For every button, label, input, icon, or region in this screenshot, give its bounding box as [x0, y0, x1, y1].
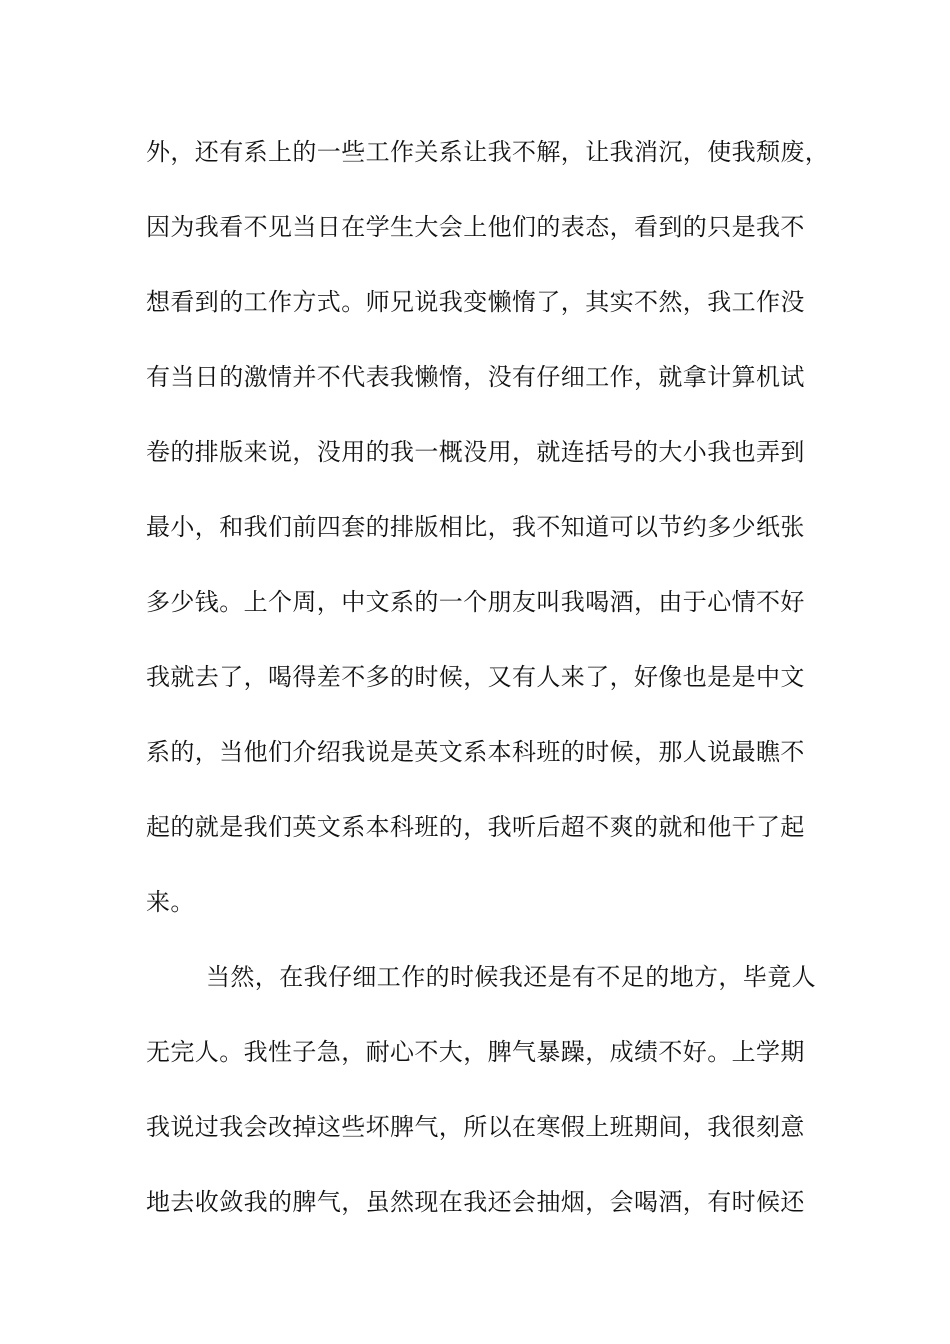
- text-line: 起的就是我们英文系本科班的，我听后超不爽的就和他干了起: [146, 813, 805, 841]
- paragraph-start-line: 当然，在我仔细工作的时候我还是有不足的地方，毕竟人: [206, 963, 816, 991]
- text-line: 多少钱。上个周，中文系的一个朋友叫我喝酒，由于心情不好: [146, 588, 805, 616]
- text-line: 来。: [146, 888, 195, 916]
- text-line: 我就去了，喝得差不多的时候，又有人来了，好像也是是中文: [146, 663, 805, 691]
- text-line: 最小，和我们前四套的排版相比，我不知道可以节约多少纸张: [146, 513, 805, 541]
- text-line: 无完人。我性子急，耐心不大，脾气暴躁，成绩不好。上学期: [146, 1038, 805, 1066]
- body-text: [146, 128, 830, 1253]
- text-line: 有当日的激情并不代表我懒惰，没有仔细工作，就拿计算机试: [146, 363, 805, 391]
- text-line: 因为我看不见当日在学生大会上他们的表态，看到的只是我不: [146, 213, 805, 241]
- text-line: 我说过我会改掉这些坏脾气，所以在寒假上班期间，我很刻意: [146, 1113, 805, 1141]
- text-line: 外，还有系上的一些工作关系让我不解，让我消沉，使我颓废，: [146, 138, 830, 166]
- text-line: 系的，当他们介绍我说是英文系本科班的时候，那人说最瞧不: [146, 738, 805, 766]
- text-line: 地去收敛我的脾气，虽然现在我还会抽烟，会喝酒，有时候还: [146, 1188, 805, 1216]
- text-line: 卷的排版来说，没用的我一概没用，就连括号的大小我也弄到: [146, 438, 805, 466]
- text-line: 想看到的工作方式。师兄说我变懒惰了，其实不然，我工作没: [146, 288, 805, 316]
